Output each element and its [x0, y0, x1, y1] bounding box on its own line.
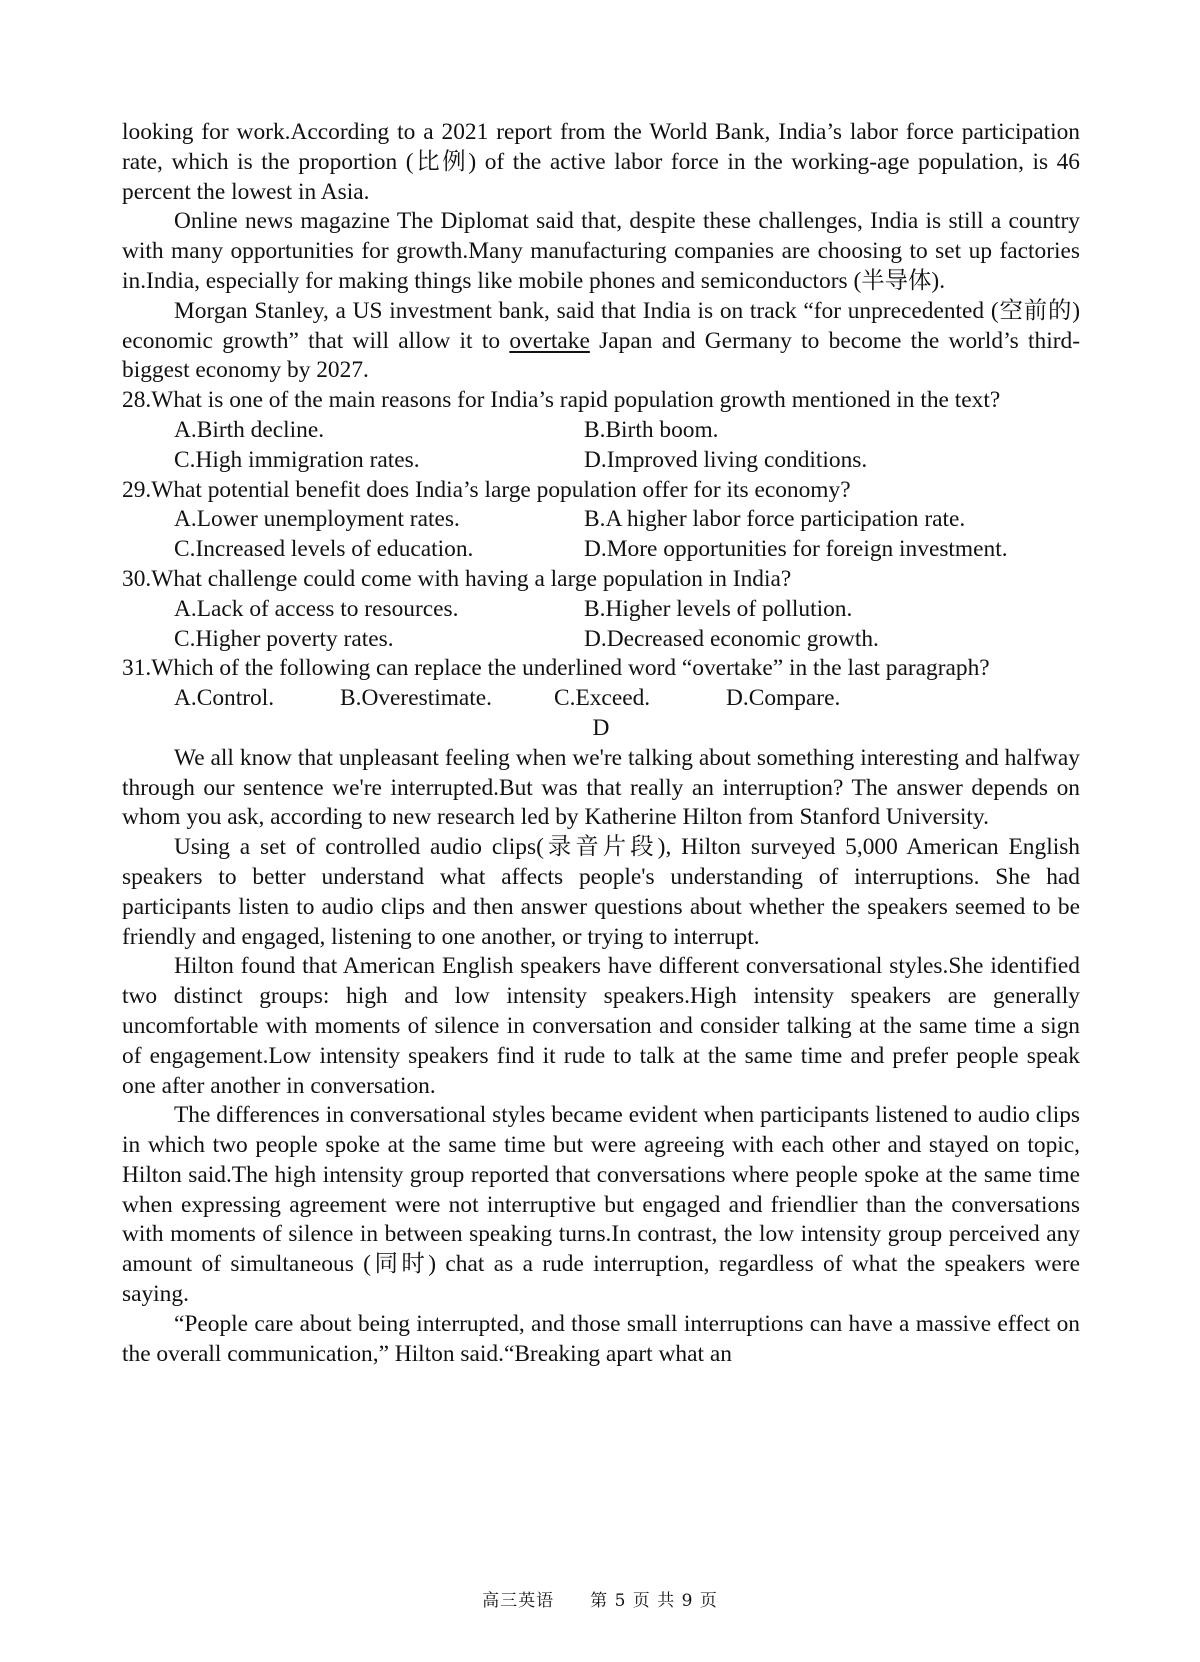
- page-footer: 高三英语 第 5 页 共 9 页: [482, 1591, 718, 1611]
- options-row: [122, 416, 1080, 446]
- paragraph: We all know that unpleasant feeling when we're talking about something interesting and halfway through our sentence we're interrupted.But was that really an interruption? The answer depends on whom you ask, according to new research led by Katherine Hilton from Stanford University.: [122, 744, 1080, 831]
- options-row: [122, 595, 1080, 625]
- option: B.A higher labor force participation rate.: [584, 506, 966, 533]
- options-row: [122, 684, 1080, 714]
- option: A.Birth decline.: [174, 416, 325, 443]
- option: B.Overestimate.: [340, 685, 492, 712]
- option: C.Increased levels of education.: [174, 536, 474, 563]
- paragraph: Online news magazine The Diplomat said that, despite these challenges, India is still a country with many opportunities for growth.Many manufacturing companies are choosing to set up factories in.India, especially for making things like mobile phones and semiconductors (半导体).: [122, 208, 1080, 294]
- paragraph: “People care about being interrupted, and those small interruptions can have a massive effect on the overall communication,” Hilton said.“Breaking apart what an: [122, 1310, 1080, 1367]
- text-run: Japan and Germany to become the world’s third-biggest economy by 2027.: [122, 327, 1080, 384]
- option: C.High immigration rates.: [174, 446, 420, 473]
- option: B.Birth boom.: [584, 416, 719, 443]
- section-heading: D: [592, 714, 610, 741]
- paragraph: looking for work.According to a 2021 report from the World Bank, India’s labor force participation rate, which is the proportion (比例) of the active labor force in the working-age population, is 46 percent the lowest in Asia.: [122, 119, 1080, 205]
- option: D.More opportunities for foreign investment.: [584, 536, 1008, 563]
- options-row: [122, 535, 1080, 565]
- question-stem: 30.What challenge could come with having a large population in India?: [122, 565, 792, 592]
- options-row: [122, 505, 1080, 535]
- options-row: [122, 625, 1080, 655]
- option: C.Higher poverty rates.: [174, 625, 394, 652]
- option: A.Lower unemployment rates.: [174, 506, 460, 533]
- option: A.Lack of access to resources.: [174, 595, 459, 622]
- option: C.Exceed.: [554, 685, 651, 712]
- paragraph: The differences in conversational styles became evident when participants listened to audio clips in which two people spoke at the same time but were agreeing with each other and stayed on topic, Hilton said.The high intensity group reported that conversations where people spoke at the same time when expressing agreement were not interruptive but engaged and friendlier than the conversations with moments of silence in between speaking turns.In contrast, the low intensity group perceived any amount of simultaneous (同时) chat as a rude interruption, regardless of what the speakers were saying.: [122, 1102, 1080, 1308]
- question-stem: 29.What potential benefit does India’s large population offer for its economy?: [122, 476, 851, 503]
- option: D.Improved living conditions.: [584, 446, 868, 473]
- option: D.Compare.: [726, 685, 841, 712]
- text-run: Morgan Stanley, a US investment bank, said that India is on track “for unprecedented (空前的) economic growth” that will allow it to: [122, 297, 1080, 354]
- options-row: [122, 446, 1080, 476]
- paragraph: Using a set of controlled audio clips(录音片段), Hilton surveyed 5,000 American English speakers to better understand what affects people's understanding of interruptions. She had participants listen to audio clips and then answer questions about whether the speakers seemed to be friendly and engaged, listening to one another, or trying to interrupt.: [122, 834, 1080, 950]
- question-stem: 31.Which of the following can replace the underlined word “overtake” in the last paragraph?: [122, 655, 990, 682]
- underlined-word: overtake: [509, 327, 590, 354]
- option: B.Higher levels of pollution.: [584, 595, 853, 622]
- paragraph: Hilton found that American English speakers have different conversational styles.She identified two distinct groups: high and low intensity speakers.High intensity speakers are generally uncomfortable with moments of silence in conversation and consider talking at the same time a sign of engagement.Low intensity speakers find it rude to talk at the same time and prefer people speak one after another in conversation.: [122, 953, 1080, 1099]
- document-body: [122, 118, 1080, 1369]
- paragraph-morgan: [122, 297, 1080, 386]
- option: D.Decreased economic growth.: [584, 625, 879, 652]
- question-stem: 28.What is one of the main reasons for India’s rapid population growth mentioned in the text?: [122, 387, 1001, 414]
- option: A.Control.: [174, 685, 275, 712]
